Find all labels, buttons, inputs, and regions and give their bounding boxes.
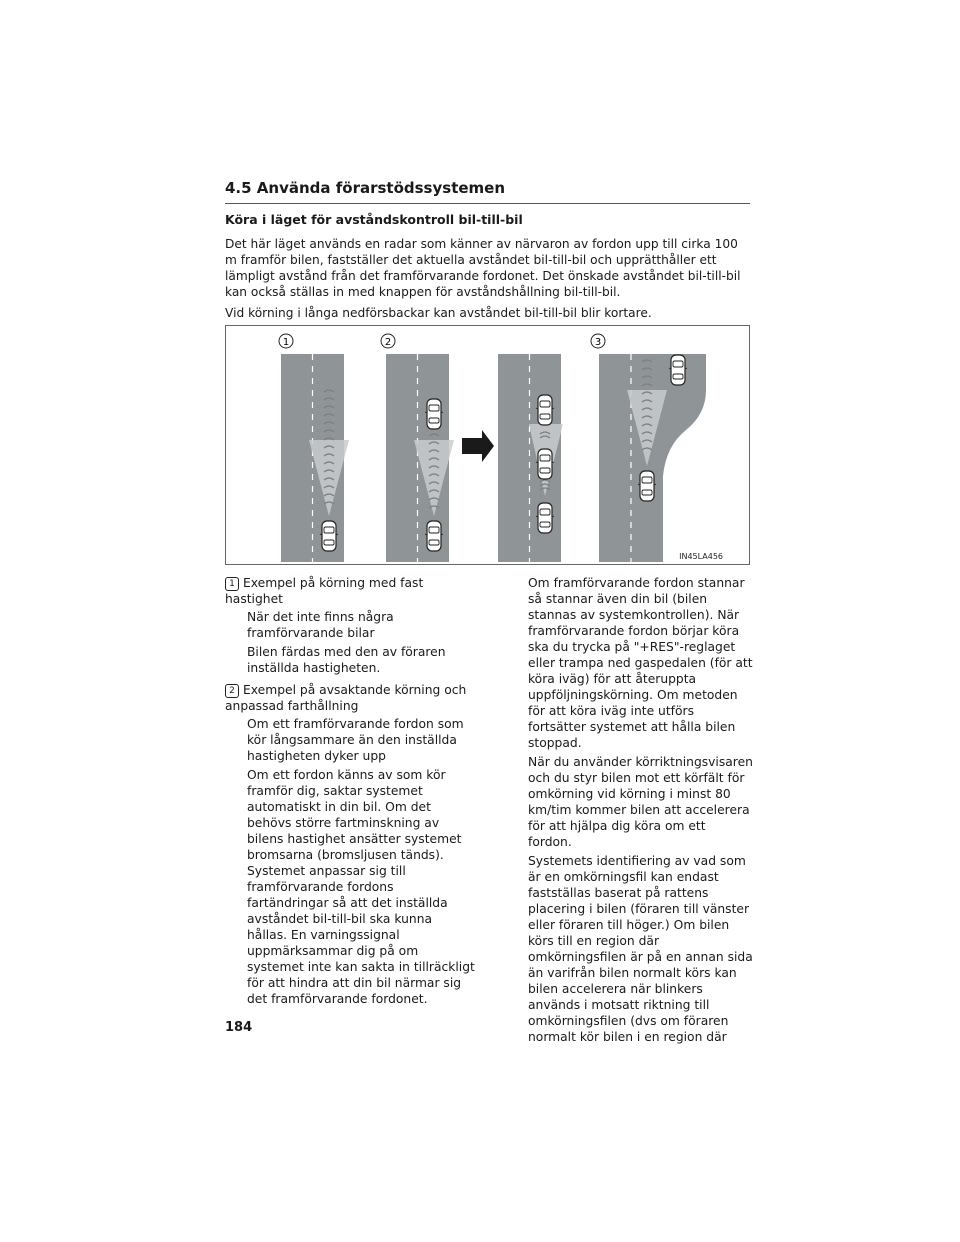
item-1-badge: 1 [225, 577, 239, 591]
svg-text:3: 3 [594, 337, 602, 348]
item-1-line-2: Bilen färdas med den av föraren inställda hastigheten. [247, 645, 446, 675]
note-paragraph: Vid körning i långa nedförsbackar kan avståndet bil-till-bil blir kortare. [225, 306, 652, 320]
item-1-title: Exempel på körning med fast hastighet [225, 576, 424, 606]
subsection-title: Köra i läget för avståndskontroll bil-till-bil [225, 212, 523, 227]
item-2-heading [225, 682, 475, 714]
svg-text:2: 2 [384, 337, 392, 348]
item-1-line-1: När det inte finns några framförvarande bilar [247, 610, 394, 640]
left-column [225, 575, 475, 1010]
scene-2 [386, 354, 454, 562]
acc-illustration [225, 325, 750, 565]
figure-code: IN45LA456 [679, 552, 723, 561]
right-paragraph-3: Systemets identifiering av vad som är en omkörningsfil kan endast fastställas baserat på rattens placering i bilen (föraren till vänster eller föraren till höger.) Om bilen körs till en region där omkörningsfilen är på en annan sida än varifrån bilen normalt körs kan bilen accelerera när blinkers används i motsatt riktning till omkörningsfilen (dvs om föraren normalt kör bilen i en region där [528, 854, 753, 1044]
page-number: 184 [225, 1020, 253, 1035]
scene-3 [599, 354, 706, 562]
road-scenes [226, 326, 751, 566]
right-paragraph-2: När du använder körriktningsvisaren och du styr bilen mot ett körfält för omkörning vid körning i minst 80 km/tim kommer bilen att accelerera för att hjälpa dig köra om ett fordon. [528, 755, 753, 849]
label-1 [279, 334, 293, 348]
label-2 [381, 334, 395, 348]
item-2-badge: 2 [225, 684, 239, 698]
transition-arrow [462, 430, 494, 462]
svg-text:1: 1 [282, 337, 290, 348]
item-1-heading [225, 575, 475, 607]
right-column [528, 575, 753, 1048]
item-2-title: Exempel på avsaktande körning och anpassad farthållning [225, 683, 467, 713]
right-paragraph-1: Om framförvarande fordon stannar så stannar även din bil (bilen stannas av systemkontrollen). När framförvarande fordon börjar köra ska du trycka på "+RES"-reglaget eller trampa ned gaspedalen (för att köra iväg) för att återuppta uppföljningskörning. Om metoden för att köra iväg inte utförs fortsätter systemet att hålla bilen stoppad. [528, 576, 753, 750]
scene-2-result [498, 354, 563, 562]
item-2-line-2: Om ett fordon känns av som kör framför dig, saktar systemet automatiskt in din bil. Om det behövs större fartminskning av bilens hastighet ansätter systemet bromsarna (bromsljusen tänds). Systemet anpassar sig till framförvarande fordons fartändringar så att det inställda avståndet bil-till-bil ska kunna hållas. En varningssignal uppmärksammar dig på om systemet inte kan sakta in tillräckligt för att hindra att din bil närmar sig det framförvarande fordonet. [247, 768, 475, 1006]
label-3 [591, 334, 605, 348]
item-2-line-1: Om ett framförvarande fordon som kör långsammare än den inställda hastigheten dyker upp [247, 717, 464, 763]
intro-paragraph: Det här läget används en radar som känner av närvaron av fordon upp till cirka 100 m framför bilen, fastställer det aktuella avståndet bil-till-bil och upprätthåller ett lämpligt avstånd från det framförvarande fordonet. Det önskade avståndet bil-till-bil kan också ställas in med knappen för avståndshållning bil-till-bil. [225, 237, 741, 299]
scene-1 [281, 354, 349, 562]
section-header: 4.5 Använda förarstödssystemen [225, 179, 750, 204]
